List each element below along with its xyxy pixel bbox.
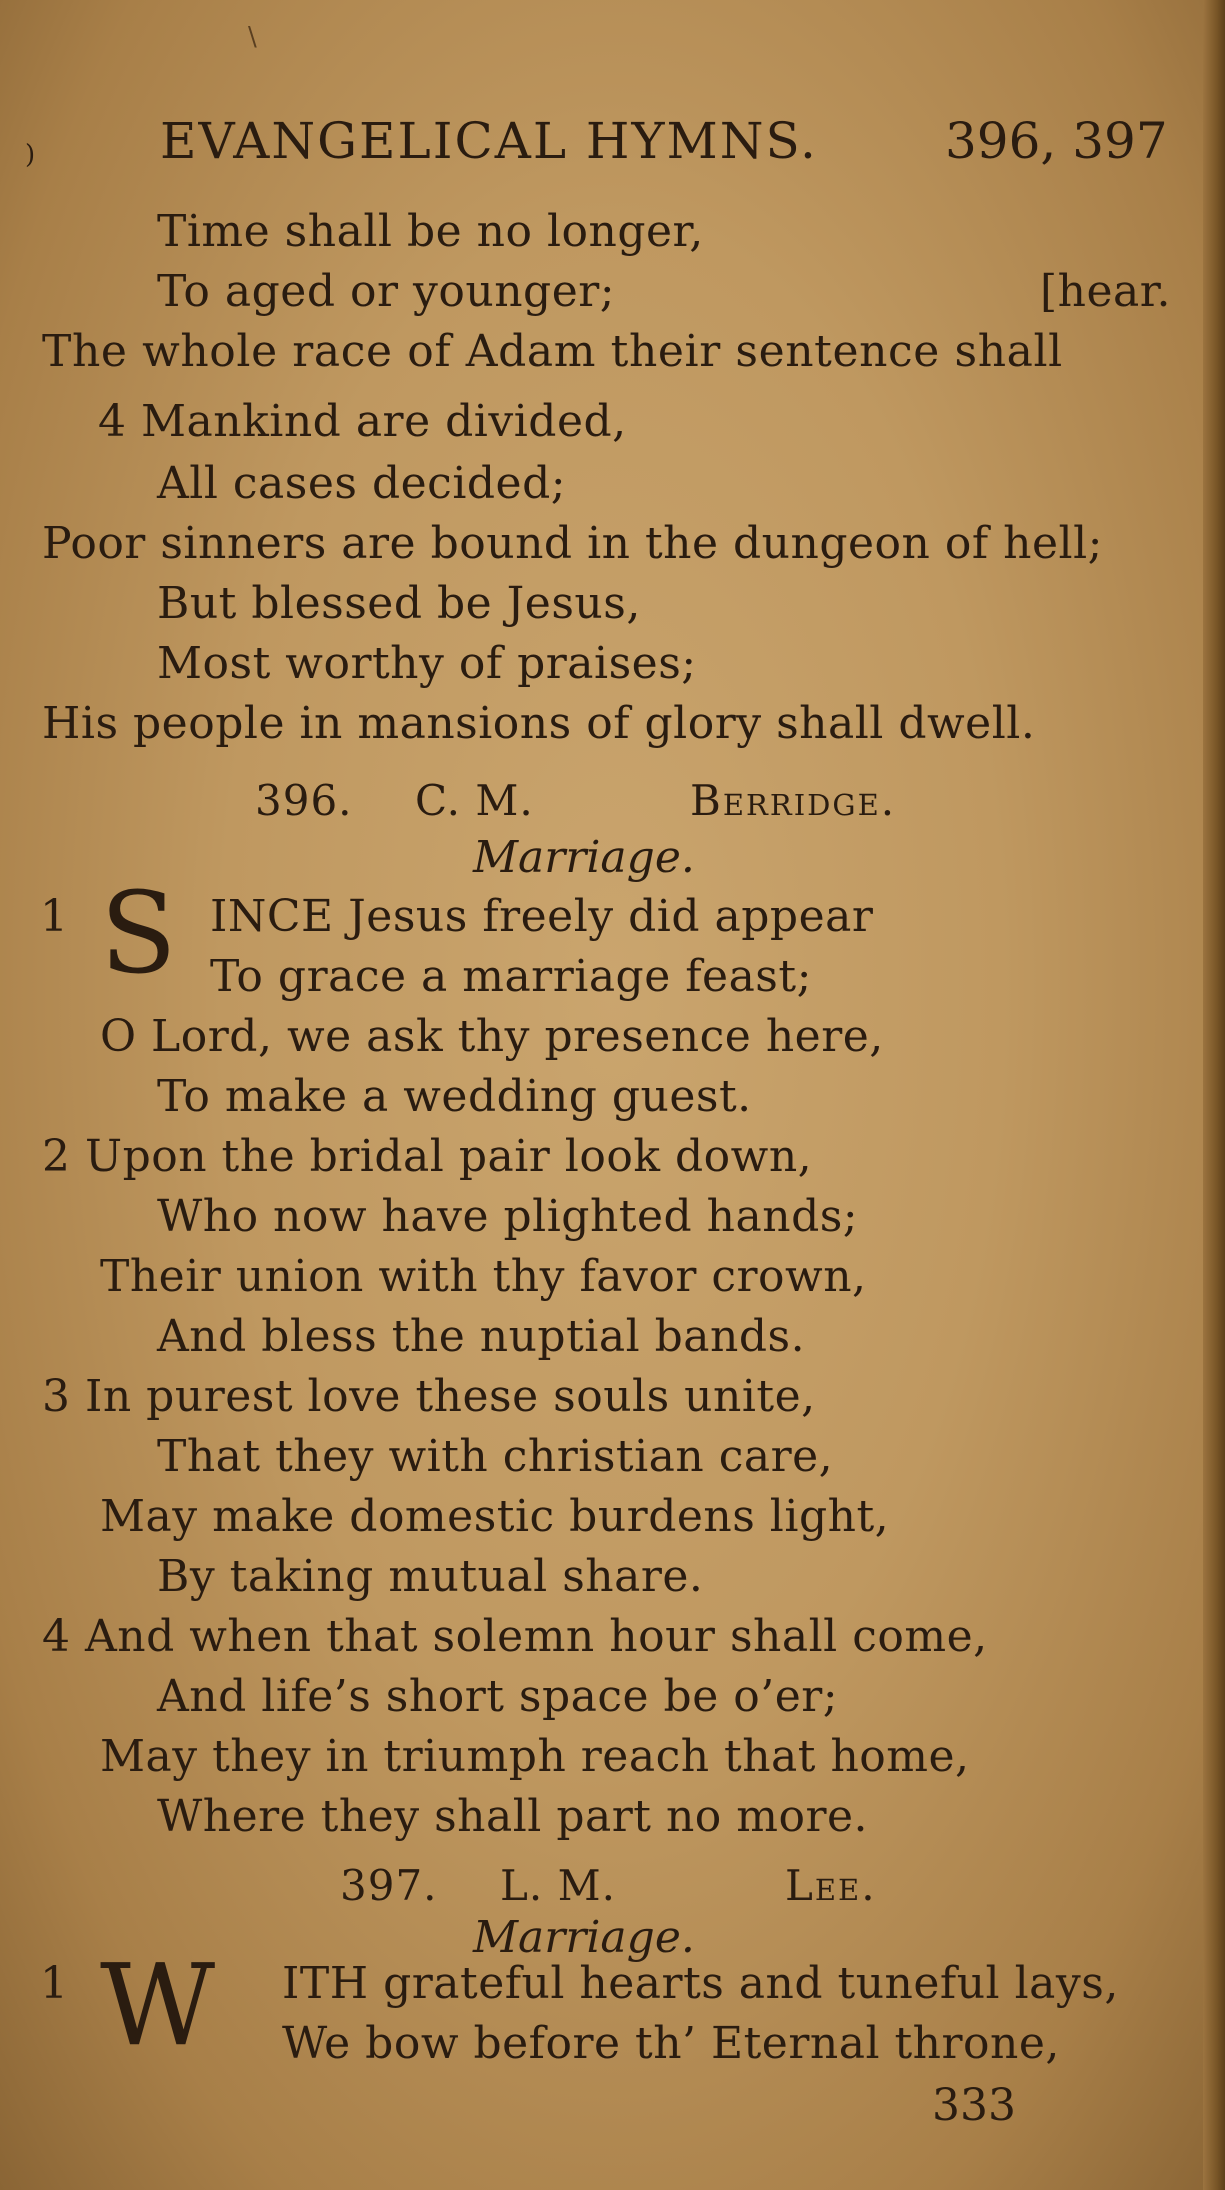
hymn-range: 396, 397 bbox=[945, 112, 1168, 170]
hymn-396-line-11: May make domestic burdens light, bbox=[100, 1491, 890, 1542]
hymn-396-line-5: 2 Upon the bridal pair look down, bbox=[42, 1131, 813, 1182]
prev-line-3: [hear. bbox=[1040, 266, 1171, 317]
prev-line-2: To aged or younger; bbox=[157, 266, 616, 317]
hymn-397-subject: Marriage. bbox=[473, 1912, 695, 1963]
hymn-396-subject: Marriage. bbox=[473, 832, 695, 883]
prev-line-5: 4 Mankind are divided, bbox=[98, 396, 627, 447]
hymn-396-line-10: That they with christian care, bbox=[157, 1431, 834, 1482]
hymn-396-line-14: And life’s short space be o’er; bbox=[157, 1671, 839, 1722]
prev-line-7: Poor sinners are bound in the dungeon of hell; bbox=[42, 518, 1103, 569]
hymn-396-line-13: 4 And when that solemn hour shall come, bbox=[42, 1611, 988, 1662]
page-edge bbox=[1203, 0, 1225, 2190]
prev-line-6: All cases decided; bbox=[157, 458, 567, 509]
hymn-396-line-9: 3 In purest love these souls unite, bbox=[42, 1371, 816, 1422]
prev-line-4: The whole race of Adam their sentence shall bbox=[42, 326, 1063, 377]
hymn-396-line-8: And bless the nuptial bands. bbox=[157, 1311, 806, 1362]
drop-cap-w: W bbox=[100, 1941, 216, 2071]
hymn-397-number: 397. bbox=[340, 1861, 438, 1910]
hymn-396-line-7: Their union with thy favor crown, bbox=[100, 1251, 867, 1302]
verse-number: 1 bbox=[40, 1958, 69, 2009]
prev-line-8: But blessed be Jesus, bbox=[157, 578, 641, 629]
page-number: 333 bbox=[932, 2080, 1016, 2131]
prev-line-10: His people in mansions of glory shall dwell. bbox=[42, 698, 1036, 749]
hymn-397-line-1: ITH grateful hearts and tuneful lays, bbox=[282, 1958, 1119, 2009]
hymn-397-line-2: We bow before th’ Eternal throne, bbox=[282, 2018, 1060, 2069]
hymn-396-line-2: To grace a marriage feast; bbox=[210, 951, 812, 1002]
hymn-397-meter: L. M. bbox=[500, 1861, 616, 1910]
prev-line-9: Most worthy of praises; bbox=[157, 638, 697, 689]
hymn-396-line-6: Who now have plighted hands; bbox=[157, 1191, 859, 1242]
running-header: EVANGELICAL HYMNS. bbox=[160, 112, 818, 170]
drop-cap-s: S bbox=[100, 869, 177, 999]
hymn-396-line-15: May they in triumph reach that home, bbox=[100, 1731, 970, 1782]
hymn-396-line-4: To make a wedding guest. bbox=[157, 1071, 752, 1122]
verse-number: 1 bbox=[40, 891, 69, 942]
prev-line-1: Time shall be no longer, bbox=[157, 206, 704, 257]
hymn-396-line-1: INCE Jesus freely did appear bbox=[210, 891, 874, 942]
hymn-396-author: Berridge. bbox=[690, 776, 897, 825]
hymn-397-author: Lee. bbox=[785, 1861, 877, 1910]
hymn-396-line-3: O Lord, we ask thy presence here, bbox=[100, 1011, 884, 1062]
hymn-396-line-16: Where they shall part no more. bbox=[157, 1791, 869, 1842]
ink-speck: \ bbox=[248, 22, 257, 52]
hymn-396-line-12: By taking mutual share. bbox=[157, 1551, 704, 1602]
hymn-396-number: 396. bbox=[255, 776, 353, 825]
hymn-396-meter: C. M. bbox=[415, 776, 534, 825]
margin-mark: ) bbox=[25, 140, 36, 170]
